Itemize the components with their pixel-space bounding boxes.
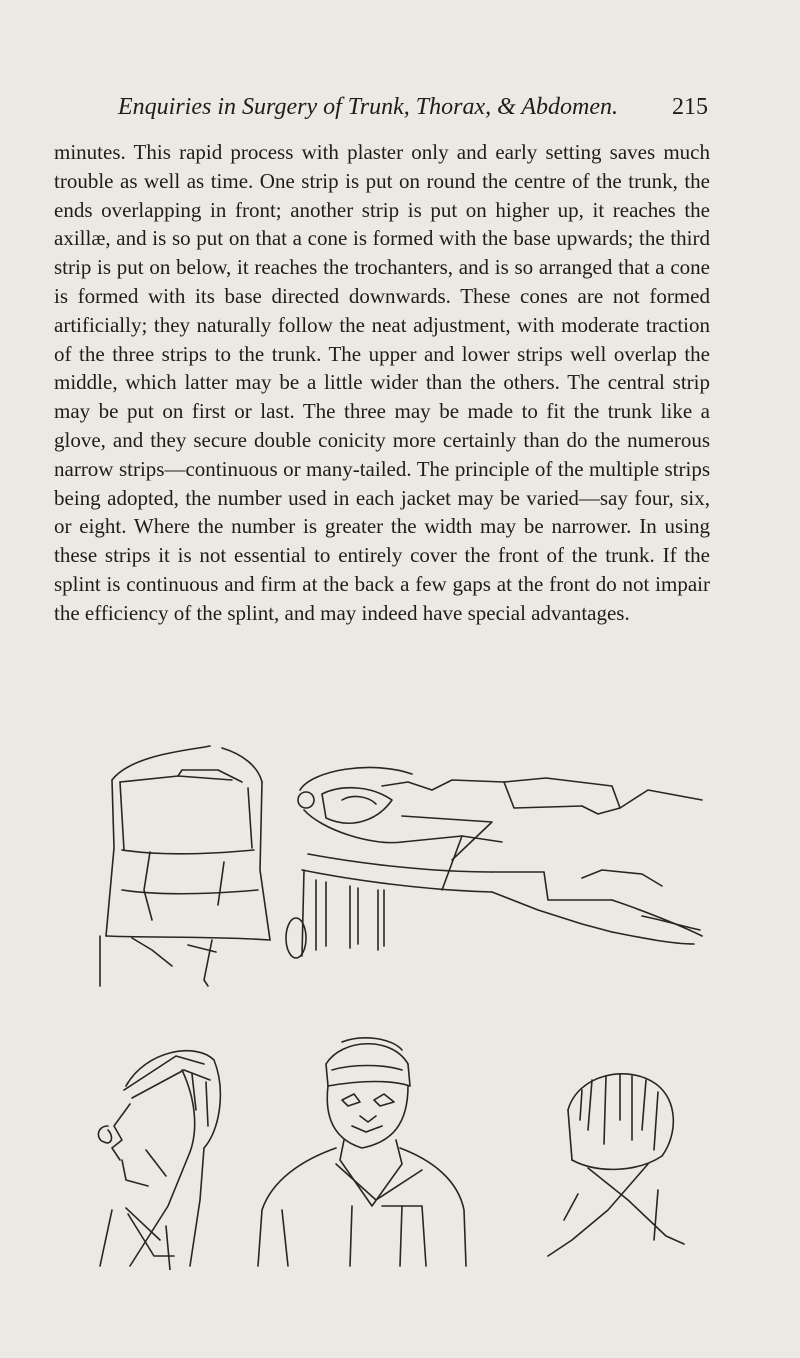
figure-head-bandage-side: [86, 1030, 246, 1270]
running-header: [118, 92, 708, 122]
figure-reclining-patient-jacket: [282, 760, 722, 980]
running-title: Enquiries in Surgery of Trunk, Thorax, & Abdomen.: [118, 94, 618, 120]
figure-trunk-jacket-front: [92, 740, 282, 1000]
figure-head-bandage-front: [252, 1030, 482, 1270]
figure-head-bandage-back: [528, 1060, 708, 1270]
page-number: 215: [672, 94, 708, 120]
body-paragraph: minutes. This rapid process with plaster only and early setting saves much trouble as well as time. One strip is put on round the centre of the trunk, the ends overlapping in front; another strip is put on higher up, it reaches the axillæ, and is so put on that a cone is formed with the base upwards; the third strip is put on below, it reaches the trochanters, and is so arranged that a cone is formed with its base directed downwards. These cones are not formed artificially; they naturally follow the neat adjustment, with moderate traction of the three strips to the trunk. The upper and lower strips well overlap the middle, which latter may be a little wider than the others. The central strip may be put on first or last. The three may be made to fit the trunk like a glove, and they secure double conicity more certainly than do the numerous narrow strips—continuous or many-tailed. The principle of the multiple strips being adopted, the number used in each jacket may be varied—say four, six, or eight. Where the number is greater the width may be narrower. In using these strips it is not essential to entirely cover the front of the trunk. If the splint is continuous and firm at the back a few gaps at the front do not impair the efficiency of the splint, and may indeed have special advantages.: [54, 140, 710, 625]
